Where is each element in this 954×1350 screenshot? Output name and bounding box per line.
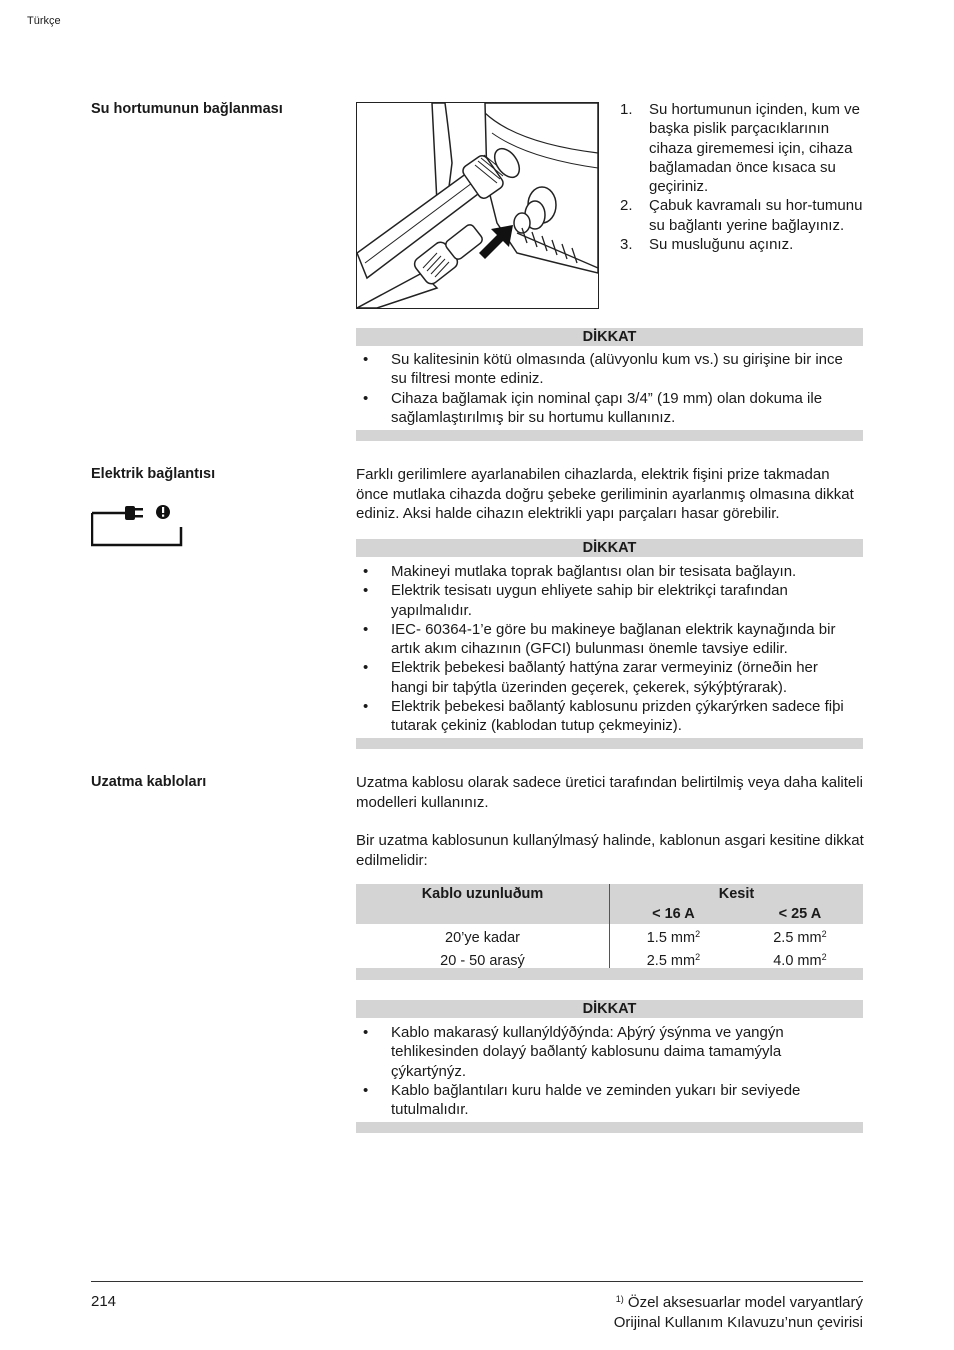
table-cell: 2.5 $mm^2$ (773, 929, 827, 946)
list-item: • IEC- 60364-1’e göre bu makineye bağlanan elektrik kaynağında bir artık akım cihazının (GFCI) bulunması önemle tavsiye edilir. (356, 620, 856, 659)
list-item: • Elektrik tesisatı uygun ehliyete sahip bir elektrikçi tarafından yapılmalıdır. (356, 581, 856, 620)
list-item: • Elektrik þebekesi baðlantý kablosunu prizden çýkarýrken sadece fiþi tutarak çekiniz (kablodan tutup çekmeyiniz). (356, 697, 856, 736)
extension-text-1: Uzatma kablosu olarak sadece üretici tarafından belirtilmiş veya daha kaliteli modelleri kullanınız. (356, 774, 863, 811)
section-title-electric: Elektrik bağlantısı (91, 466, 216, 482)
list-item: • Kablo bağlantıları kuru halde ve zeminden yukarı bir seviyede tutulmalıdır. (356, 1081, 856, 1120)
table-row (356, 924, 863, 950)
list-item: 1. Su hortumunun içinden, kum ve başka pislik parçacıklarının cihaza girememesi için, cihaza bağlamadan önce kısaca su geçiriniz. (620, 101, 860, 196)
warning-heading: DİKKAT (356, 328, 863, 346)
water-hose-steps (620, 100, 870, 254)
list-item: • Su kalitesinin kötü olmasında (alüvyonlu kum vs.) su girişine bir ince su filtresi monte ediniz. (356, 350, 856, 389)
table-cell: 20 - 50 arasý (440, 952, 525, 969)
warning-box-footer (356, 738, 863, 749)
table-cell: 4.0 $mm^2$ (773, 951, 827, 969)
plug-warning-icon (91, 503, 183, 547)
table-cell: 2.5 $mm^2$ (610, 950, 737, 971)
page-number: 214 (91, 1293, 117, 1310)
section-title-water-hose: Su hortumunun bağlanması (91, 101, 283, 117)
language-label: Türkçe (27, 15, 61, 27)
footer-divider (91, 1281, 863, 1282)
footer-notes (614, 1293, 863, 1333)
list-item: 2. Çabuk kavramalı su hor-tumunu su bağlantı yerine bağlayınız. (620, 197, 863, 234)
list-item: • Makineyi mutlaka toprak bağlantısı olan bir tesisata bağlayın. (356, 562, 856, 581)
warning-heading: DİKKAT (356, 1000, 863, 1018)
warning-box-footer (356, 430, 863, 441)
column-header-25a: < 25 A (737, 904, 863, 924)
table-header-row (356, 884, 863, 904)
warning-list (356, 1023, 856, 1119)
list-item: 3. Su musluğunu açınız. (620, 236, 794, 254)
warning-list (356, 562, 856, 736)
list-item: • Kablo makarasý kullanýldýðýnda: Aþýrý ýsýnma ve yangýn tehlikesinden dolayý baðlantý kablosunu daima tamamýyla çýkartýnýz. (356, 1023, 856, 1081)
column-header-length: Kablo uzunluðum (356, 884, 610, 924)
list-item: • Cihaza bağlamak için nominal çapı 3/4” (19 mm) olan dokuma ile sağlamlaştırılmış bir su hortumu kullanınız. (356, 389, 856, 428)
list-item: • Elektrik þebekesi baðlantý hattýna zarar vermeyiniz (örneðin her hangi bir taþýtla üzerinden geçerek, çekerek, sýkýþtýrarak). (356, 658, 856, 697)
warning-box-footer (356, 1122, 863, 1133)
cable-table (356, 884, 863, 971)
table-footer-bar (356, 968, 863, 980)
table-cell: 1.5 $mm^2$ (610, 924, 737, 950)
warning-list (356, 350, 856, 427)
manual-subtitle: Orijinal Kullanım Kılavuzu’nun çevirisi (613, 1314, 863, 1331)
section-title-extension: Uzatma kabloları (91, 774, 207, 790)
extension-text-2: Bir uzatma kablosunun kullanýlmasý halinde, kablonun asgari kesitine dikkat edilmelidir: (356, 832, 864, 869)
footnote: $^{1)}$ Özel aksesuarlar model varyantlarý (615, 1294, 863, 1311)
warning-heading: DİKKAT (356, 539, 863, 557)
table-cell: 20’ye kadar (445, 930, 520, 946)
electric-text: Farklı gerilimlere ayarlanabilen cihazlarda, elektrik fişini prize takmadan önce mutlaka cihazda doğru şebeke geriliminin ayarlanmış olmasına dikkat ediniz. Aksi halde cihazın elektrikli yapı parçaları hasar görebilir. (356, 466, 854, 522)
column-header-16a: < 16 A (610, 904, 737, 924)
column-header-section: Kesit (610, 884, 864, 904)
hose-connection-illustration (356, 102, 599, 309)
